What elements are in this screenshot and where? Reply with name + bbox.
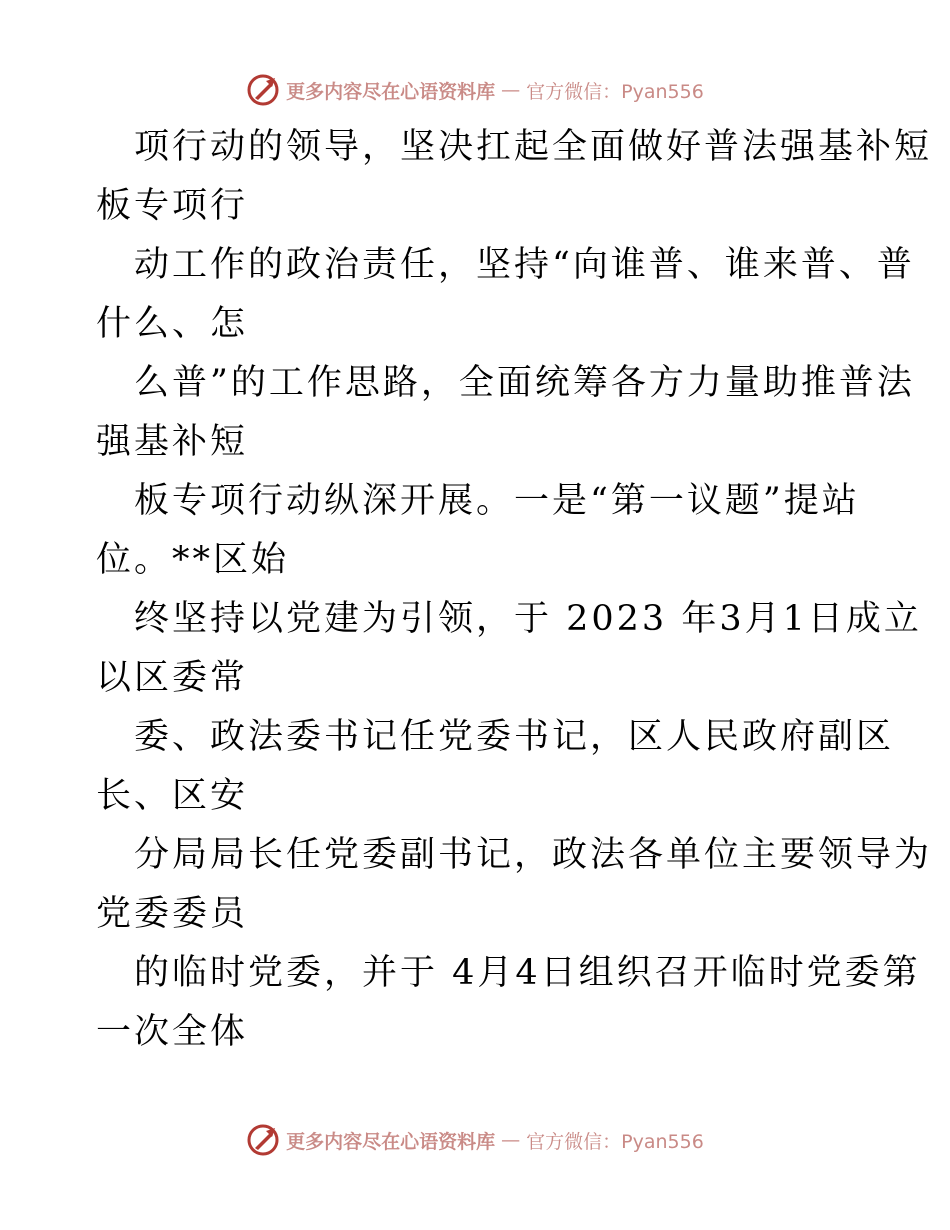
document-body — [96, 118, 933, 1062]
body-line: 什么、怎 — [96, 304, 249, 344]
footer-brand-text: 更多内容尽在心语资料库 — [286, 1130, 496, 1153]
header-separator: — — [501, 79, 521, 101]
body-line: 一次全体 — [96, 1012, 249, 1052]
body-line: 党委委员 — [96, 894, 249, 934]
footer-separator: — — [501, 1129, 521, 1151]
body-line: 项行动的领导，坚决扛起全面做好普法强基补短 — [134, 127, 933, 167]
body-line: 终坚持以党建为引领，于 2023 年3月1日成立 — [134, 599, 922, 639]
body-line: 么普”的工作思路，全面统筹各方力量助推普法 — [134, 363, 915, 403]
body-line: 板专项行动纵深开展。一是“第一议题”提站 — [134, 481, 860, 521]
body-line: 分局局长任党委副书记，政法各单位主要领导为 — [134, 835, 933, 875]
body-line: 动工作的政治责任，坚持“向谁普、谁来普、普 — [134, 245, 915, 285]
header-banner — [0, 70, 950, 110]
body-line: 长、区安 — [96, 776, 249, 816]
header-wechat-text: 官方微信：Pyan556 — [526, 80, 704, 103]
body-line: 板专项行 — [96, 186, 249, 226]
header-brand-text: 更多内容尽在心语资料库 — [286, 80, 496, 103]
body-line: 强基补短 — [96, 422, 249, 462]
body-line: 委、政法委书记任党委书记，区人民政府副区 — [134, 717, 895, 757]
quill-logo-icon — [246, 73, 280, 107]
quill-logo-icon — [246, 1123, 280, 1157]
body-line: 以区委常 — [96, 658, 249, 698]
footer-banner — [0, 1120, 950, 1160]
footer-wechat-text: 官方微信：Pyan556 — [526, 1130, 704, 1153]
body-line: 位。**区始 — [96, 540, 290, 580]
body-line: 的临时党委，并于 4月4日组织召开临时党委第 — [134, 953, 921, 993]
